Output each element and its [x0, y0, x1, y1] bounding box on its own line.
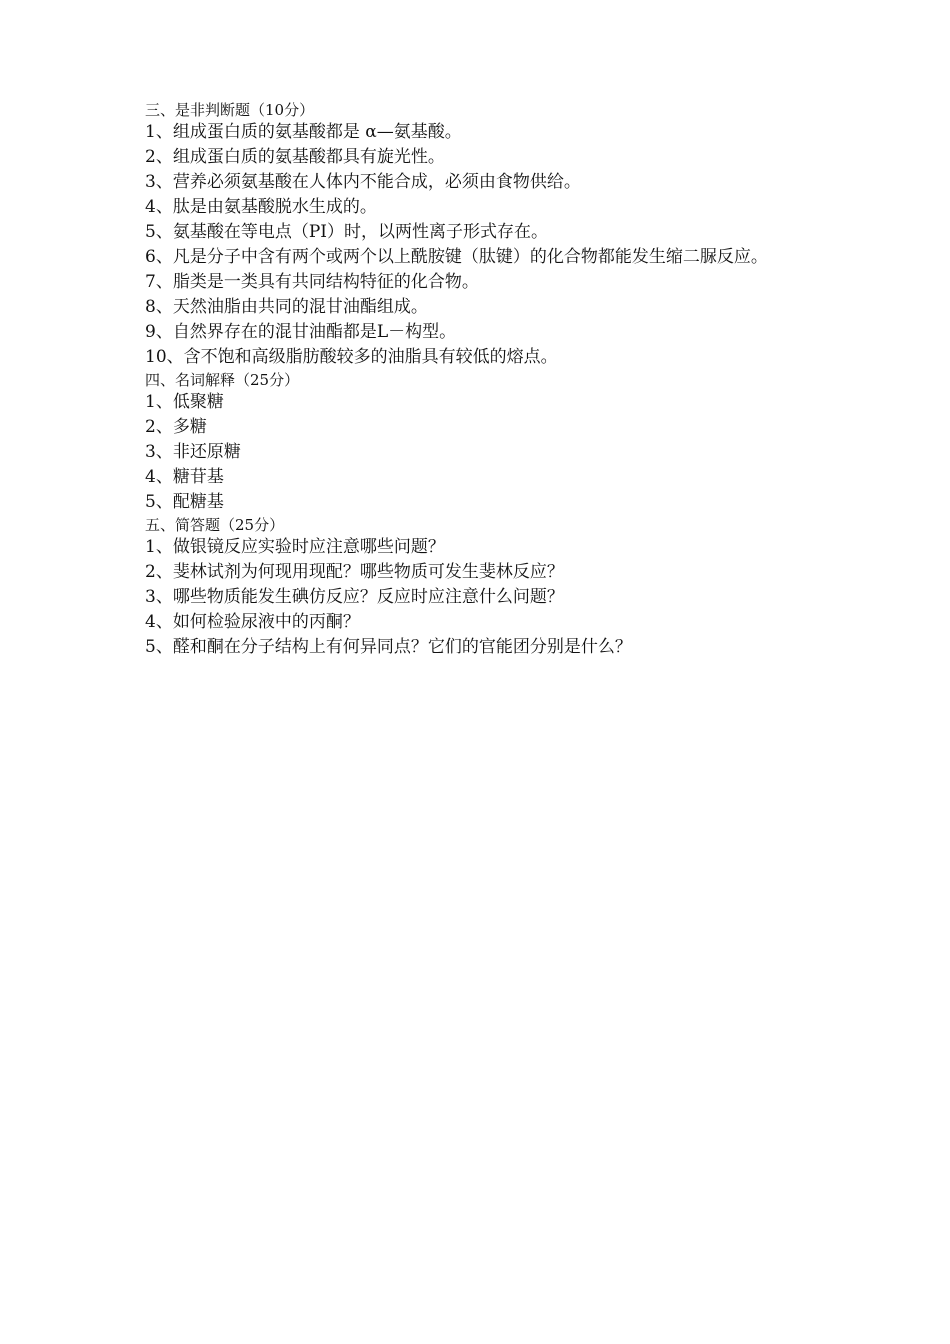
question-item: 4、肽是由氨基酸脱水生成的。	[145, 197, 377, 217]
term-item: 3、非还原糖	[145, 442, 241, 462]
term-item: 5、配糖基	[145, 492, 224, 512]
question-item: 1、组成蛋白质的氨基酸都是 α—氨基酸。	[145, 122, 462, 142]
section-term-definitions	[145, 370, 825, 515]
question-item: 10、含不饱和高级脂肪酸较多的油脂具有较低的熔点。	[145, 347, 558, 367]
short-answer-item: 4、如何检验尿液中的丙酮？	[145, 612, 360, 632]
section-title-term-definitions: 四、名词解释（25分）	[145, 371, 300, 389]
question-item: 2、组成蛋白质的氨基酸都具有旋光性。	[145, 147, 445, 167]
question-item: 9、自然界存在的混甘油酯都是L－构型。	[145, 322, 457, 342]
section-true-false	[145, 100, 825, 370]
term-item: 4、糖苷基	[145, 467, 224, 487]
term-item: 1、低聚糖	[145, 392, 224, 412]
question-item: 5、氨基酸在等电点（PI）时，以两性离子形式存在。	[145, 222, 548, 242]
section-short-answer	[145, 515, 825, 660]
question-item: 7、脂类是一类具有共同结构特征的化合物。	[145, 272, 479, 292]
exam-page	[145, 100, 825, 660]
section-title-true-false: 三、是非判断题（10分）	[145, 101, 315, 119]
short-answer-item: 5、醛和酮在分子结构上有何异同点？它们的官能团分别是什么？	[145, 637, 632, 657]
short-answer-item: 3、哪些物质能发生碘仿反应？反应时应注意什么问题？	[145, 587, 564, 607]
question-item: 6、凡是分子中含有两个或两个以上酰胺键（肽键）的化合物都能发生缩二脲反应。	[145, 247, 768, 267]
question-item: 3、营养必须氨基酸在人体内不能合成，必须由食物供给。	[145, 172, 581, 192]
question-item: 8、天然油脂由共同的混甘油酯组成。	[145, 297, 428, 317]
term-item: 2、多糖	[145, 417, 207, 437]
section-title-short-answer: 五、简答题（25分）	[145, 516, 285, 534]
short-answer-item: 2、斐林试剂为何现用现配？哪些物质可发生斐林反应？	[145, 562, 564, 582]
short-answer-item: 1、做银镜反应实验时应注意哪些问题？	[145, 537, 445, 557]
